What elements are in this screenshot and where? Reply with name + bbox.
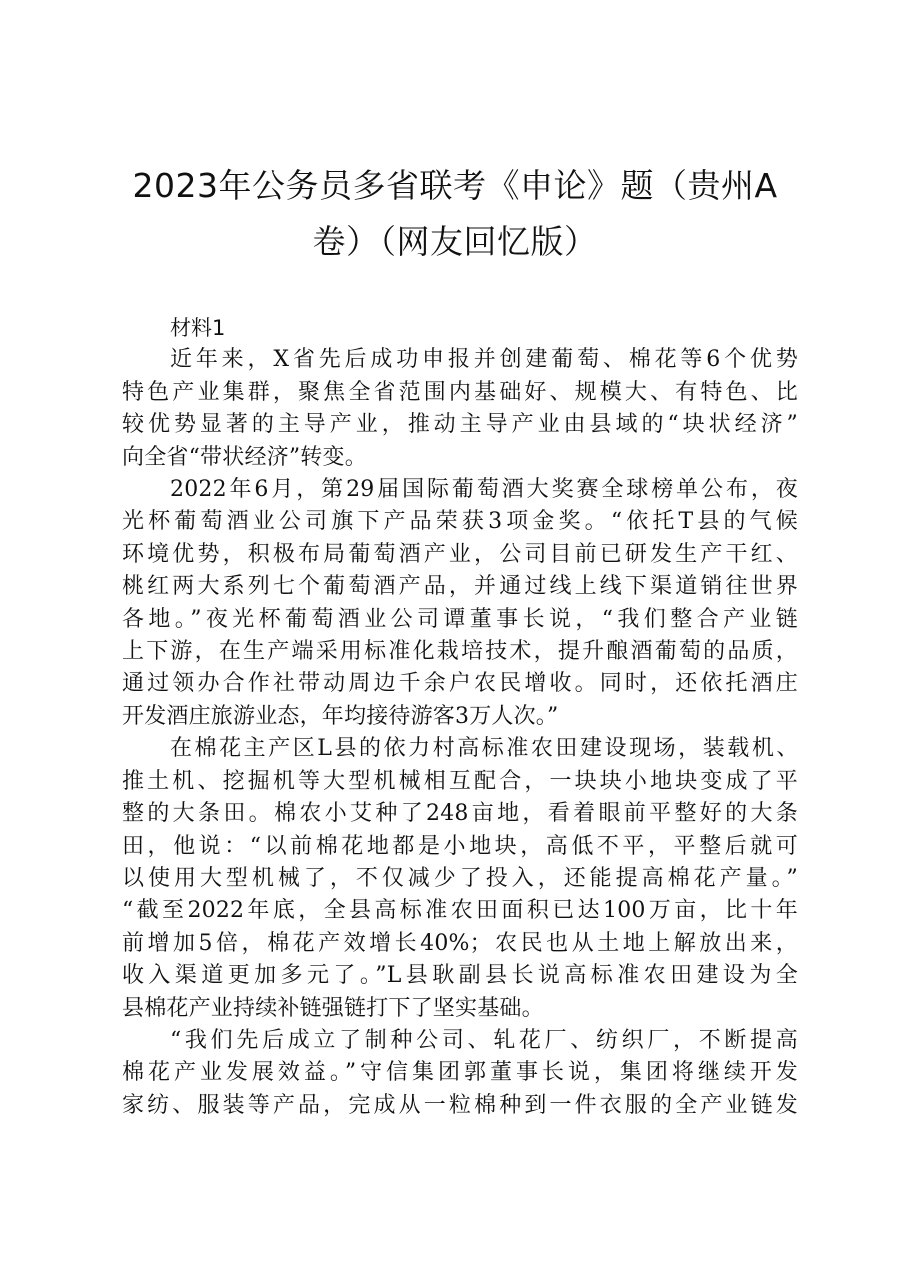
paragraph-line: 上下游，在生产端采用标准化栽培技术，提升酿酒葡萄的品质， xyxy=(122,639,798,665)
paragraph-line: 在棉花主产区L县的依力村高标准农田建设现场，装载机、 xyxy=(170,736,798,762)
title-line-2: 卷）（网友回忆版） xyxy=(312,222,598,261)
paragraph-line: 各地。”夜光杯葡萄酒业公司谭董事长说，“我们整合产业链 xyxy=(122,606,798,632)
section-label: 材料1 xyxy=(170,316,226,340)
paragraph-line: 田，他说：“以前棉花地都是小地块，高低不平，平整后就可 xyxy=(122,833,798,859)
paragraph-line: 环境优势，积极布局葡萄酒产业，公司目前已研发生产干红、 xyxy=(122,541,798,567)
paragraph-line: 前增加5倍，棉花产效增长40%；农民也从土地上解放出来， xyxy=(122,930,798,956)
paragraph-line: 以使用大型机械了，不仅减少了投入，还能提高棉花产量。” xyxy=(122,865,798,891)
title-line-1: 2023年公务员多省联考《申论》题（贵州A xyxy=(132,166,778,205)
paragraph-line: “我们先后成立了制种公司、轧花厂、纺织厂，不断提高 xyxy=(170,1027,798,1053)
paragraph-line: “截至2022年底，全县高标准农田面积已达100万亩，比十年 xyxy=(122,898,798,924)
document-body xyxy=(122,312,798,1122)
paragraph-line: 家纺、服装等产品，完成从一粒棉种到一件衣服的全产业链发 xyxy=(122,1092,798,1118)
paragraph-line: 县棉花产业持续补链强链打下了坚实基础。 xyxy=(122,995,544,1021)
paragraph-line: 向全省“带状经济”转变。 xyxy=(122,444,367,470)
paragraph-line: 桃红两大系列七个葡萄酒产品，并通过线上线下渠道销往世界 xyxy=(122,574,798,600)
document-title xyxy=(110,158,800,270)
paragraph-2 xyxy=(122,474,798,733)
paragraph-line: 较优势显著的主导产业，推动主导产业由县域的“块状经济” xyxy=(122,412,798,438)
paragraph-line: 2022年6月，第29届国际葡萄酒大奖赛全球榜单公布，夜 xyxy=(170,477,798,503)
paragraph-line: 推土机、挖掘机等大型机械相互配合，一块块小地块变成了平 xyxy=(122,768,798,794)
paragraph-line: 特色产业集群，聚焦全省范围内基础好、规模大、有特色、比 xyxy=(122,379,798,405)
paragraph-4 xyxy=(122,1025,798,1122)
paragraph-line: 棉花产业发展效益。”守信集团郭董事长说，集团将继续开发 xyxy=(122,1060,798,1086)
paragraph-1 xyxy=(122,344,798,474)
paragraph-line: 收入渠道更加多元了。”L县耿副县长说高标准农田建设为全 xyxy=(122,963,798,989)
paragraph-line: 光杯葡萄酒业公司旗下产品荣获3项金奖。“依托T县的气候 xyxy=(122,509,798,535)
paragraph-3 xyxy=(122,733,798,1025)
paragraph-line: 通过领办合作社带动周边千余户农民增收。同时，还依托酒庄 xyxy=(122,671,798,697)
paragraph-line: 整的大条田。棉农小艾种了248亩地，看着眼前平整好的大条 xyxy=(122,801,798,827)
paragraph-line: 近年来，X省先后成功申报并创建葡萄、棉花等6个优势 xyxy=(170,347,798,373)
paragraph-line: 开发酒庄旅游业态，年均接待游客3万人次。” xyxy=(122,703,559,729)
